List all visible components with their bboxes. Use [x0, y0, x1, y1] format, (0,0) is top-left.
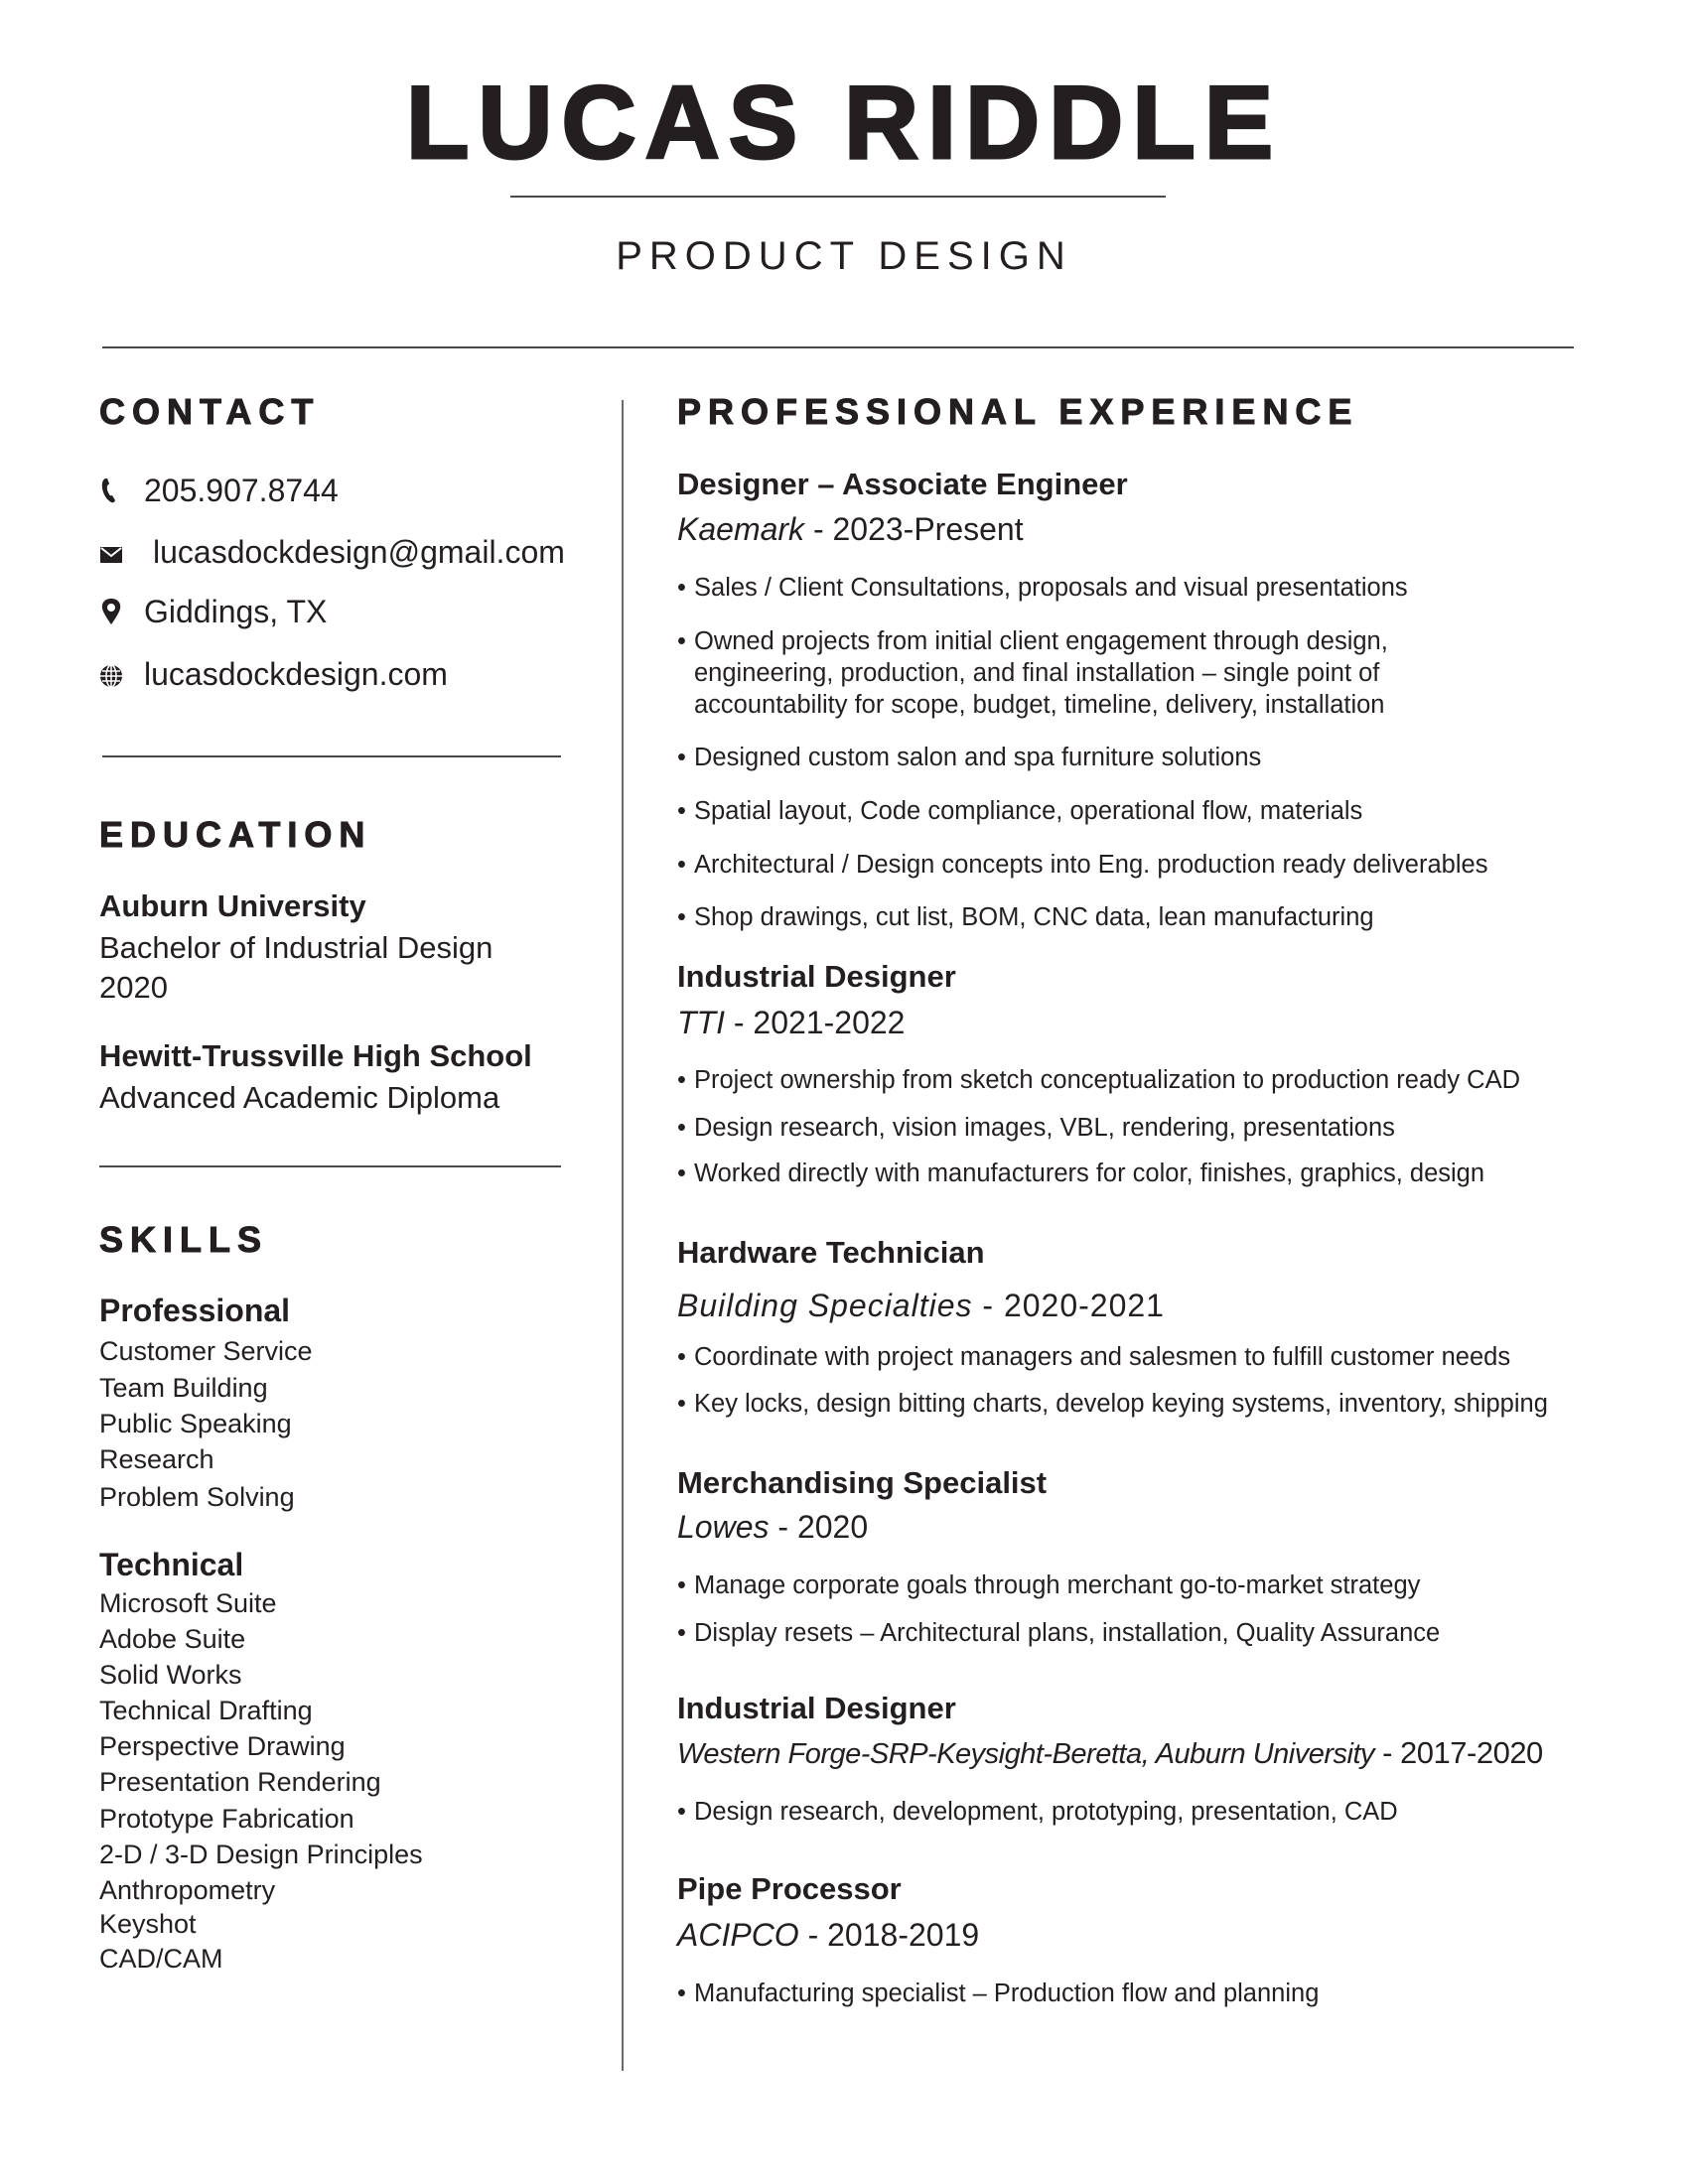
job-company-dates: [677, 513, 1024, 545]
job-bullet: • Designed custom salon and spa furniture solutions: [677, 742, 1261, 773]
job-bullet: • Coordinate with project managers and salesmen to fulfill customer needs: [677, 1341, 1510, 1373]
company: Building Specialties: [677, 1288, 973, 1323]
skill-item: Solid Works: [99, 1660, 242, 1690]
skills-heading: SKILLS: [99, 1219, 269, 1260]
job-company-dates: [677, 1290, 1165, 1321]
dates: - 2018-2019: [798, 1917, 980, 1953]
skill-item: Keyshot: [99, 1909, 197, 1939]
skill-item: Public Speaking: [99, 1409, 292, 1438]
job-company-dates: [677, 1007, 905, 1038]
job-bullet: • Spatial layout, Code compliance, operational flow, materials: [677, 795, 1362, 827]
skill-item: Perspective Drawing: [99, 1731, 346, 1761]
skill-item: Research: [99, 1444, 214, 1474]
skill-item: Presentation Rendering: [99, 1767, 381, 1797]
skill-item: Prototype Fabrication: [99, 1804, 354, 1834]
company: ACIPCO: [677, 1917, 799, 1953]
school-name: Hewitt-Trussville High School: [99, 1038, 532, 1073]
job-bullet: • Design research, development, prototyping, presentation, CAD: [677, 1796, 1398, 1828]
degree: Advanced Academic Diploma: [99, 1080, 500, 1115]
job-company-dates: [677, 1919, 979, 1951]
dates: - 2021-2022: [724, 1005, 906, 1040]
location-pin-icon: [99, 598, 123, 625]
skill-item: Problem Solving: [99, 1482, 295, 1512]
skill-item: Anthropometry: [99, 1875, 276, 1905]
company: Kaemark: [677, 511, 805, 547]
skill-item: Microsoft Suite: [99, 1588, 277, 1618]
job-title: Industrial Designer: [677, 1691, 956, 1725]
contact-location: Giddings, TX: [144, 594, 328, 629]
education-heading: EDUCATION: [99, 814, 372, 855]
contact-website[interactable]: lucasdockdesign.com: [144, 656, 448, 692]
skills-group-label: Technical: [99, 1547, 244, 1582]
job-bullet: • Manufacturing specialist – Production flow and planning: [677, 1978, 1319, 2009]
company: Lowes: [677, 1509, 770, 1545]
job-title: Merchandising Specialist: [677, 1465, 1048, 1500]
candidate-title: PRODUCT DESIGN: [616, 234, 1072, 278]
degree: Bachelor of Industrial Design: [99, 930, 493, 965]
phone-icon: [99, 477, 123, 504]
company: Western Forge-SRP-Keysight-Beretta, Auburn University: [677, 1738, 1374, 1770]
job-bullet: • Design research, vision images, VBL, rendering, presentations: [677, 1112, 1395, 1144]
divider: [102, 346, 1574, 348]
column-divider: [622, 400, 624, 2071]
graduation-year: 2020: [99, 970, 168, 1005]
job-bullet: • Key locks, design bitting charts, develop keying systems, inventory, shipping: [677, 1388, 1548, 1420]
skill-item: CAD/CAM: [99, 1944, 223, 1974]
experience-heading: PROFESSIONAL EXPERIENCE: [677, 391, 1359, 432]
contact-phone: 205.907.8744: [144, 473, 339, 508]
email-icon: [99, 541, 123, 569]
job-bullet: • Owned projects from initial client engagement through design, engineering, production, and final installation – single point of accountability for scope, budget, timeline, delivery, installation: [677, 625, 1388, 721]
skills-group-label: Professional: [99, 1293, 291, 1328]
divider: [102, 755, 561, 757]
dates: - 2017-2020: [1374, 1735, 1543, 1770]
job-bullet: • Sales / Client Consultations, proposals and visual presentations: [677, 572, 1408, 604]
divider: [99, 1165, 561, 1167]
dates: - 2023-Present: [804, 511, 1024, 547]
job-bullet: • Manage corporate goals through merchant go-to-market strategy: [677, 1570, 1420, 1601]
job-bullet: • Display resets – Architectural plans, installation, Quality Assurance: [677, 1617, 1440, 1649]
skill-item: Adobe Suite: [99, 1624, 246, 1654]
skill-item: 2-D / 3-D Design Principles: [99, 1840, 423, 1869]
skill-item: Customer Service: [99, 1336, 313, 1366]
job-title: Designer – Associate Engineer: [677, 467, 1128, 501]
job-bullet: • Shop drawings, cut list, BOM, CNC data, lean manufacturing: [677, 901, 1374, 933]
company: TTI: [677, 1005, 725, 1040]
contact-heading: CONTACT: [99, 391, 321, 432]
dates: - 2020-2021: [972, 1288, 1165, 1323]
school-name: Auburn University: [99, 888, 366, 923]
job-title: Pipe Processor: [677, 1871, 902, 1906]
dates: - 2020: [769, 1509, 869, 1545]
job-bullet: • Worked directly with manufacturers for color, finishes, graphics, design: [677, 1158, 1484, 1189]
job-title: Industrial Designer: [677, 959, 956, 994]
skill-item: Team Building: [99, 1373, 268, 1403]
candidate-name: LUCAS RIDDLE: [405, 66, 1283, 181]
job-company-dates: [677, 1511, 868, 1543]
job-bullet: • Project ownership from sketch conceptualization to production ready CAD: [677, 1064, 1520, 1096]
skill-item: Technical Drafting: [99, 1696, 313, 1725]
job-company-dates: [677, 1737, 1543, 1769]
contact-email[interactable]: lucasdockdesign@gmail.com: [153, 534, 565, 570]
job-bullet: • Architectural / Design concepts into Eng. production ready deliverables: [677, 849, 1487, 881]
divider: [510, 196, 1166, 198]
job-title: Hardware Technician: [677, 1235, 985, 1270]
globe-icon: [99, 662, 123, 690]
